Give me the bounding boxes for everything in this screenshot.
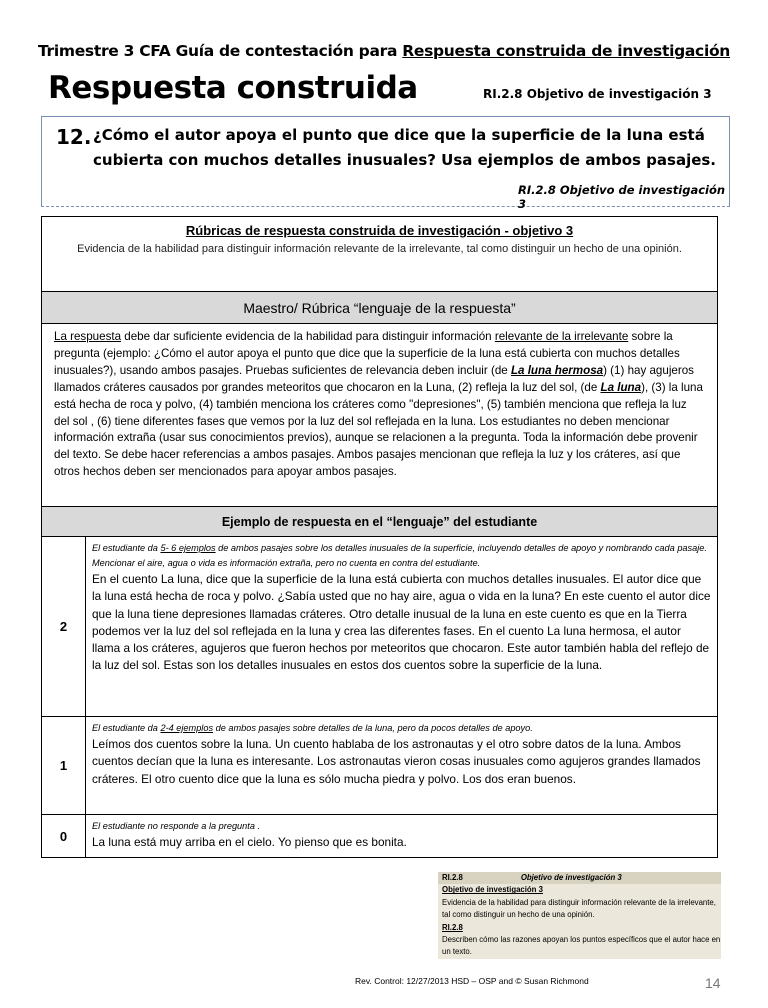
note-text: de ambos pasajes sobre los detalles inusuales de la superficie, incluyendo detalles de apoyo y nombrando cada pasaje. Mencionar el aire, agua o vida es información extraña, pero no cuenta en contra del estudiante. — [92, 543, 707, 568]
note-text: de ambos pasajes sobre detalles de la luna, pero da pocos detalles de apoyo. — [213, 723, 533, 733]
reference-objective: Objetivo de investigación 3 — [520, 873, 622, 882]
page-number: 14 — [705, 975, 721, 991]
revision-footer: Rev. Control: 12/27/2013 HSD – OSP and © Susan Richmond — [355, 976, 589, 986]
passage-title: La luna hermosa — [510, 363, 604, 377]
note-count: 5- 6 ejemplos — [160, 543, 216, 553]
score-value: 2 — [42, 537, 86, 717]
reference-code: RI.2.8 — [442, 873, 463, 882]
teacher-text-part: ), (3) la luna está hecha de roca y polvo, (4) también menciona los cráteres como "depresiones", (5) también menciona que refleja la luz del sol , (6) tiene diferentes fases que vemos por la luz del sol reflejada en la luna. Los estudiantes no deben mencionar información extraña (usar sus conocimientos previos), aunque se relacionen a la pregunta. Toda la información debe provenir del texto. Se debe hacer referencias a ambos pasajes. Ambos pasajes mencionan que refleja la luz y los cráteres, así que otros hechos deben ser mencionados para apoyar ambos pasajes. — [54, 380, 703, 479]
score-row — [42, 537, 718, 717]
header-prefix: Trimestre 3 CFA Guía de contestación para — [37, 42, 403, 60]
teacher-text-part: ) (1) hay agujeros llamados cráteres causados por grandes meteoritos que chocaron en la Luna, (2) refleja la luz del sol, (de — [54, 363, 694, 394]
question-number: 12. — [56, 125, 92, 149]
score-value: 1 — [42, 717, 86, 815]
reference-header — [438, 872, 721, 884]
teacher-text-part: debe dar suficiente evidencia de la habilidad para distinguir información — [121, 330, 495, 343]
reference-objective-text: Evidencia de la habilidad para distinguir información relevante de la irrelevante, tal como distinguir un hecho de una opinión. — [438, 897, 721, 922]
score-note — [92, 541, 711, 571]
reference-objective-heading — [438, 884, 721, 896]
standards-reference-box — [438, 872, 721, 967]
note-count: 2-4 ejemplos — [160, 723, 214, 733]
note-text: El estudiante no responde a la pregunta . — [92, 821, 261, 831]
teacher-rubric-text — [42, 324, 718, 507]
student-answer: La luna está muy arriba en el cielo. Yo pienso que es bonita. — [92, 835, 407, 849]
title-standard-code: RI.2.8 Objetivo de investigación 3 — [483, 87, 712, 101]
student-answer: Leímos dos cuentos sobre la luna. Un cuento hablaba de los astronautas y el otro sobre datos de la luna. Ambos cuentos decían que la luna es interesante. Los astronautas vieron cosas inusuales como agujeros grandes llamados cráteres. El otro cuento dice que la luna es sólo mucha piedra y polvo. Los dos eran buenos. — [92, 737, 701, 786]
student-example-heading: Ejemplo de respuesta en el “lenguaje” del estudiante — [42, 507, 718, 537]
rubric-header — [42, 217, 718, 292]
student-answer: En el cuento La luna, dice que la superficie de la luna está cubierta con muchos detalles inusuales. El autor dice que la luna está hecha de roca y polvo. ¿Sabía usted que no hay aire, agua o vida en la luna? En este cuento el autor dice que la luna tiene depresiones llamadas cráteres. Otro detalle inusual de la luna en este cuento es que en la Tierra podemos ver la luz del sol reflejada en la luna y crea las diferentes fases. En el cuento La luna hermosa, el autor llama a los cráteres, agujeros que fueron hechos por meteoritos que chocaron. Este autor también habla del reflejo de la luz del sol. Estas son los detalles inusuales en estos dos cuentos sobre la superficie de la luna. — [92, 572, 711, 673]
score-row — [42, 717, 718, 815]
passage-title: La luna — [600, 380, 642, 394]
page-title: Respuesta construida — [48, 70, 418, 106]
teacher-text-part: sobre la pregunta (ejemplo: ¿Cómo el autor apoya el punto que dice que la superficie de la luna está cubierta con muchos detalles inusuales?), usando ambos pasajes. Pruebas suficientes de relevancia deben incluir (de — [54, 330, 680, 377]
question-box — [41, 116, 730, 211]
document-header — [0, 42, 768, 60]
teacher-text-part: La respuesta — [54, 330, 122, 343]
score-response — [86, 717, 718, 815]
ri-heading: RI.2.8 — [442, 922, 463, 932]
score-row — [42, 815, 718, 858]
teacher-rubric-heading: Maestro/ Rúbrica “lenguaje de la respuesta” — [42, 292, 718, 324]
score-note — [92, 819, 711, 834]
question-standard-code: RI.2.8 Objetivo de investigación 3 — [518, 183, 726, 211]
header-underlined: Respuesta construida de investigación — [402, 42, 731, 60]
teacher-text-part: relevante de la irrelevante — [494, 330, 629, 343]
reference-ri-text: Describen cómo las razones apoyan los puntos específicos que el autor hace en un texto. — [438, 934, 721, 959]
note-text: El estudiante da — [92, 543, 161, 553]
score-note — [92, 721, 711, 736]
reference-ri-heading — [438, 922, 721, 934]
note-text: El estudiante da — [92, 723, 161, 733]
rubric-subtitle: Evidencia de la habilidad para distinguir información relevante de la irrelevante, tal como distinguir un hecho de una opinión. — [77, 243, 682, 255]
objective-heading: Objetivo de investigación 3 — [442, 885, 543, 895]
question-text: ¿Cómo el autor apoya el punto que dice que la superficie de la luna está cubierta con muchos detalles inusuales? Usa ejemplos de ambos pasajes. — [93, 126, 717, 169]
rubric-table — [41, 216, 718, 858]
score-response — [86, 537, 718, 717]
score-value: 0 — [42, 815, 86, 858]
score-response — [86, 815, 718, 858]
rubric-title: Rúbricas de respuesta construida de investigación - objetivo 3 — [185, 223, 574, 238]
